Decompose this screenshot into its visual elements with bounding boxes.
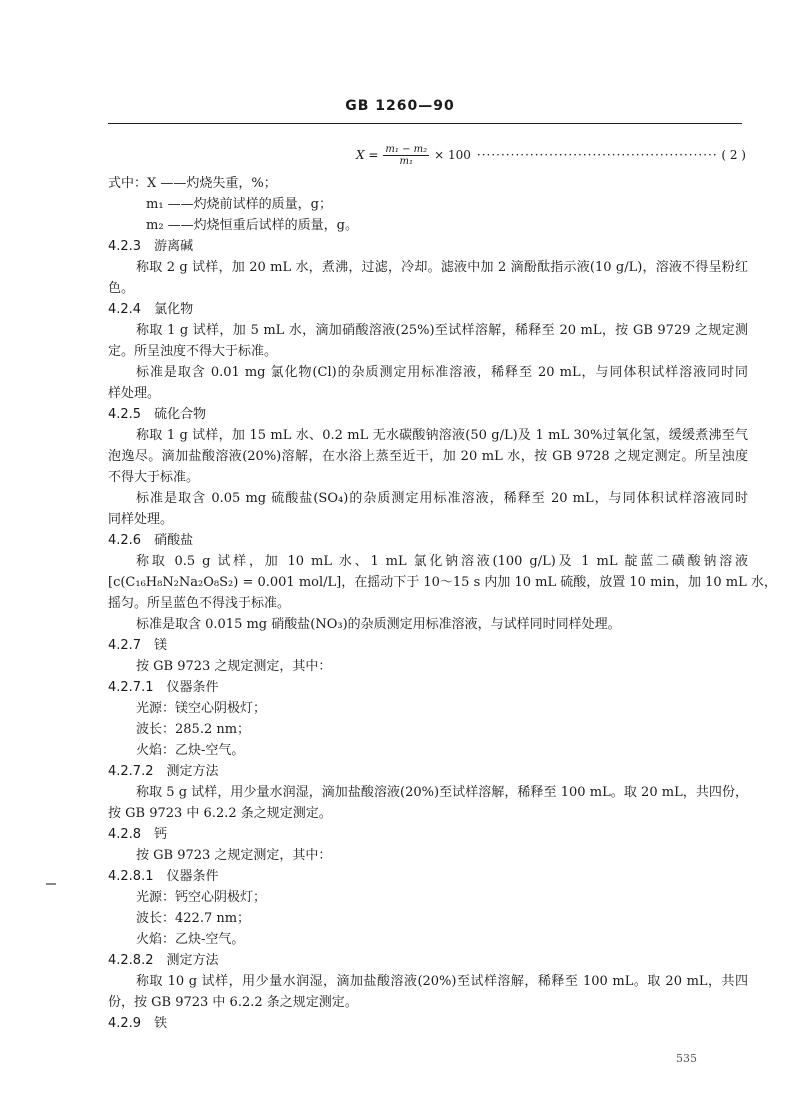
definition-line: m₁ ——灼烧前试样的质量，g； [146,197,332,212]
paragraph-line: 样处理。 [108,386,161,401]
paragraph-line: 称取 5 g 试样，用少量水润湿，滴加盐酸溶液(20%)至试样溶解，稀释至 100 mL。取 20 mL，共四份， [136,785,748,800]
section-heading: 4.2.5 硫化合物 [108,407,207,422]
condition-line: 光源：镁空心阴极灯； [136,701,267,716]
paragraph-line: 按 GB 9723 之规定测定，其中： [136,659,332,674]
section-heading: 4.2.7 镁 [108,638,168,653]
condition-line: 光源：钙空心阴极灯； [136,890,267,905]
paragraph-line: 同样处理。 [108,512,174,527]
definition-line: m₂ ——灼烧恒重后试样的质量，g。 [146,218,358,233]
formula-fraction [383,144,429,167]
paragraph-line: 称取 2 g 试样，加 20 mL 水，煮沸，过滤，冷却。滤液中加 2 滴酚酞指示液(10 g/L)，溶液不得呈粉红 [136,260,748,275]
formula-denominator: m₁ [399,155,414,167]
paragraph-line: 标准是取含 0.015 mg 硝酸盐(NO₃)的杂质测定用标准溶液，与试样同时同样处理。 [136,617,621,632]
paragraph-line: 色。 [108,281,135,296]
subsection-heading: 4.2.8.1 仪器条件 [108,869,219,884]
subsection-heading: 4.2.7.1 仪器条件 [108,680,219,695]
section-heading: 4.2.4 氯化物 [108,302,194,317]
equation-number: ( 2 ) [721,148,746,162]
section-heading: 4.2.9 铁 [108,1016,168,1031]
page-header: GB 1260—90 [345,98,455,114]
formula-numerator: m₁ − m₂ [385,143,428,155]
paragraph-line: 泡逸尽。滴加盐酸溶液(20%)溶解，在水浴上蒸至近干，加 20 mL 水，按 GB 9728 之规定测定。所呈浊度 [108,449,748,464]
section-heading: 4.2.3 游离碱 [108,239,194,254]
paragraph-line: 按 GB 9723 之规定测定，其中： [136,848,332,863]
page-number: 535 [676,1052,697,1065]
paragraph-line: 标准是取含 0.01 mg 氯化物(Cl)的杂质测定用标准溶液，稀释至 20 mL，与同体积试样溶液同时同 [136,365,748,380]
condition-line: 火焰：乙炔-空气。 [136,932,245,947]
equation-2 [356,138,746,172]
scan-mark [46,883,56,885]
paragraph-line: 称取 10 g 试样，用少量水润湿，滴加盐酸溶液(20%)至试样溶解，稀释至 100 mL。取 20 mL，共四 [136,974,748,989]
paragraph-line: 按 GB 9723 中 6.2.2 条之规定测定。 [108,806,332,821]
condition-line: 波长：422.7 nm； [136,911,251,926]
paragraph-line: 摇匀。所呈蓝色不得浅于标准。 [108,596,291,611]
paragraph-line: 称取 0.5 g 试样，加 10 mL 水、1 mL 氯化钠溶液(100 g/L)及 1 mL 靛蓝二磺酸钠溶液 [136,554,748,569]
paragraph-line: 称取 1 g 试样，加 5 mL 水，滴加硝酸溶液(25%)至试样溶解，稀释至 20 mL，按 GB 9729 之规定测 [136,323,748,338]
condition-line: 波长：285.2 nm； [136,722,251,737]
paragraph-line: 份，按 GB 9723 中 6.2.2 条之规定测定。 [108,995,358,1010]
section-heading: 4.2.6 硝酸盐 [108,533,194,548]
paragraph-line: [c(C₁₆H₈N₂Na₂O₈S₂) = 0.001 mol/L]，在摇动下于 10～15 s 内加 10 mL 硫酸，放置 10 min，加 10 mL 水， [108,575,777,590]
subsection-heading: 4.2.8.2 测定方法 [108,953,219,968]
section-heading: 4.2.8 钙 [108,827,168,842]
paragraph-line: 定。所呈浊度不得大于标准。 [108,344,278,359]
paragraph-line: 不得大于标准。 [108,470,200,485]
header-rule [108,123,742,124]
formula-times: × 100 [434,148,471,162]
paragraph-line: 称取 1 g 试样，加 15 mL 水、0.2 mL 无水碳酸钠溶液(50 g/L)及 1 mL 30%过氧化氢，缓缓煮沸至气 [136,428,748,443]
paragraph-line: 标准是取含 0.05 mg 硫酸盐(SO₄)的杂质测定用标准溶液，稀释至 20 mL，与同体积试样溶液同时 [136,491,748,506]
formula-lhs: X = [356,148,379,162]
where-line: 式中：X ——灼烧失重，%； [108,176,277,191]
subsection-heading: 4.2.7.2 测定方法 [108,764,219,779]
condition-line: 火焰：乙炔-空气。 [136,743,245,758]
formula-leader-dots: ·················································· [476,148,718,162]
